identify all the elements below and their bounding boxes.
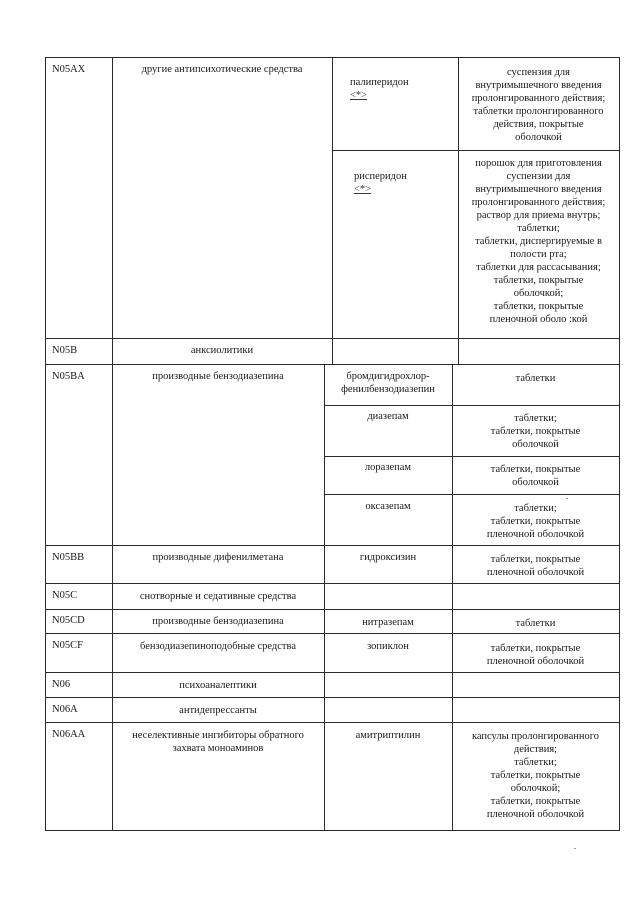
drug-name: палиперидон [350, 77, 409, 88]
drug-name-cell [350, 63, 456, 102]
group-name: производные бензодиазепина [152, 371, 284, 382]
dosage-forms: порошок для приготовления суспензии для внутримышечного введения пролонгированного действия; раствор для приема внутрь; таблетки; таблетки, диспергируемые в полости рта; таблетки для рассасывания; таблетки, покрытые оболочкой; таблетки, покрытые пленочной оболо :кой [471, 158, 606, 325]
dosage-forms: таблетки, покрытые пленочной оболочкой [486, 554, 585, 578]
atc-code: N05C [52, 590, 78, 601]
row-divider [45, 609, 619, 610]
drug-name: диазепам [367, 411, 409, 422]
dosage-forms: таблетки; таблетки, покрытые оболочкой [490, 413, 581, 450]
subrow-divider [324, 456, 619, 457]
row-divider [45, 672, 619, 673]
atc-code: N05BA [52, 371, 85, 382]
column-divider [458, 57, 459, 365]
drug-name: амитриптилин [355, 730, 421, 741]
dosage-forms: таблетки, покрытые пленочной оболочкой [486, 643, 585, 667]
row-divider [45, 583, 619, 584]
drug-name: бромдигидрохлор- фенилбензодиазепин [341, 371, 435, 395]
table-border-bottom [45, 830, 619, 831]
atc-code: N06 [52, 679, 71, 690]
row-divider [45, 545, 619, 546]
dosage-forms: капсулы пролонгированного действия; таблетки; таблетки, покрытые оболочкой; таблетки, покрытые пленочной оболочкой [471, 731, 600, 820]
drug-name: лоразепам [364, 462, 412, 473]
group-name: неселективные ингибиторы обратного захвата моноаминов [132, 730, 304, 754]
drug-name: гидроксизин [359, 552, 417, 563]
atc-code: N06AA [52, 729, 86, 740]
drug-name: рисперидон [354, 171, 407, 182]
column-divider [324, 364, 325, 831]
table-border-left [45, 57, 46, 831]
drug-name: зопиклон [367, 641, 409, 652]
group-name: снотворные и седативные средства [139, 591, 297, 602]
scan-artifact [566, 498, 568, 499]
footnote-mark: <*> [354, 184, 372, 195]
column-divider [112, 57, 113, 831]
scan-artifact [574, 848, 576, 849]
table-border-right [619, 57, 620, 831]
group-name: производные дифенилметана [152, 552, 284, 563]
row-divider [45, 633, 619, 634]
group-name: бензодиазепиноподобные средства [139, 641, 297, 652]
drug-name-cell [354, 157, 456, 196]
group-name: психоаналептики [179, 680, 257, 691]
dosage-forms: таблетки [515, 618, 556, 629]
atc-code: N05CD [52, 615, 85, 626]
group-name: антидепрессанты [179, 705, 257, 716]
column-divider [452, 364, 453, 831]
atc-code: N05B [52, 345, 78, 356]
dosage-forms: таблетки; таблетки, покрытые пленочной оболочкой [486, 503, 585, 540]
column-divider [332, 57, 333, 365]
dosage-forms: суспензия для внутримышечного введения пролонгированного действия; таблетки пролонгированного действия, покрытые оболочкой [471, 67, 606, 143]
dosage-forms: таблетки, покрытые оболочкой [490, 464, 581, 488]
drug-name: нитразепам [362, 617, 414, 628]
footnote-mark: <*> [350, 90, 368, 101]
group-name: производные бензодиазепина [152, 616, 284, 627]
row-divider [45, 697, 619, 698]
group-name: другие антипсихотические средства [141, 64, 303, 75]
subrow-divider [332, 150, 619, 151]
atc-code: N05CF [52, 640, 83, 651]
subrow-divider [324, 405, 619, 406]
subrow-divider [324, 494, 619, 495]
dosage-forms: таблетки [515, 373, 556, 384]
drug-name: оксазепам [365, 501, 411, 512]
group-name: анксиолитики [190, 345, 254, 356]
atc-code: N06A [52, 704, 78, 715]
atc-code: N05BB [52, 552, 85, 563]
atc-code: N05AX [52, 64, 86, 75]
row-divider [45, 722, 619, 723]
